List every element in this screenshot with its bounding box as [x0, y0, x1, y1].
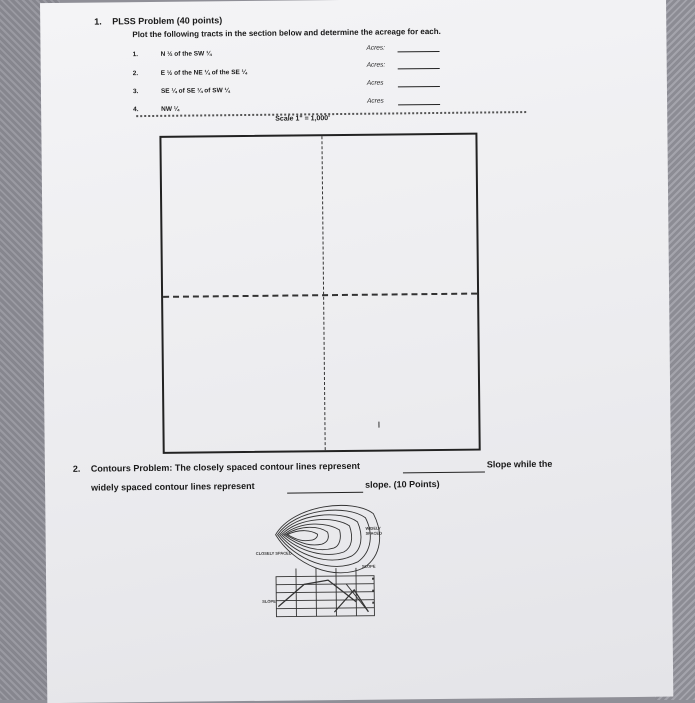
- tract-4-number: 4.: [133, 106, 139, 114]
- worksheet-page: [40, 0, 673, 703]
- problem2-text-line1: Contours Problem: The closely spaced contour lines represent: [90, 460, 361, 474]
- problem2-number: 2.: [72, 463, 81, 474]
- tract-3-description: SE ¼ of SE ¼ of SW ¼: [160, 87, 230, 95]
- tract-3-number: 3.: [132, 88, 139, 96]
- problem2-text-line1-end: Slope while the: [486, 458, 553, 470]
- contour-figure: [255, 493, 394, 629]
- tract-3-acres-answer-line: [398, 86, 440, 87]
- tract-4-description: NW ¼: [161, 105, 180, 113]
- tract-2-description: E ½ of the NE ¼ of the SE ¼: [160, 68, 248, 77]
- slope-label-right: SLOPE: [361, 563, 376, 569]
- contour-diagram: [263, 493, 394, 624]
- tract-1-acres-answer-line: [398, 51, 440, 52]
- tract-3-acres-label: Acres: [366, 79, 384, 87]
- problem2-answer-blank-1: [403, 472, 485, 474]
- tract-2-acres-answer-line: [398, 68, 440, 69]
- tract-1-number: 1.: [132, 51, 139, 59]
- stray-pencil-mark: [378, 422, 379, 428]
- map-scale: Scale 1" = 1,000': [275, 115, 330, 123]
- tract-1-description: N ½ of the SW ¼: [160, 50, 212, 58]
- plss-section-grid: [159, 133, 480, 454]
- slope-label-left: SLOPE: [262, 598, 276, 604]
- tract-1-acres-label: Acres:: [366, 44, 385, 52]
- section-divider: [136, 111, 526, 117]
- problem2-text-line2: widely spaced contour lines represent: [91, 480, 255, 493]
- tract-2-acres-label: Acres:: [366, 61, 386, 69]
- tract-2-number: 2.: [132, 70, 139, 78]
- problem1-instruction: Plot the following tracts in the section below and determine the acreage for each.: [132, 26, 441, 40]
- quarter-divider-horizontal: [163, 293, 477, 298]
- closely-spaced-label: CLOSELY SPACED: [255, 550, 292, 556]
- problem1-title: PLSS Problem (40 points): [112, 15, 223, 27]
- tract-4-acres-answer-line: [398, 104, 440, 105]
- widely-spaced-label: WIDELY SPACED: [365, 525, 382, 536]
- problem2-text-line2-end: slope. (10 Points): [365, 478, 440, 490]
- problem1-number: 1.: [94, 16, 102, 27]
- tract-4-acres-label: Acres: [367, 97, 384, 105]
